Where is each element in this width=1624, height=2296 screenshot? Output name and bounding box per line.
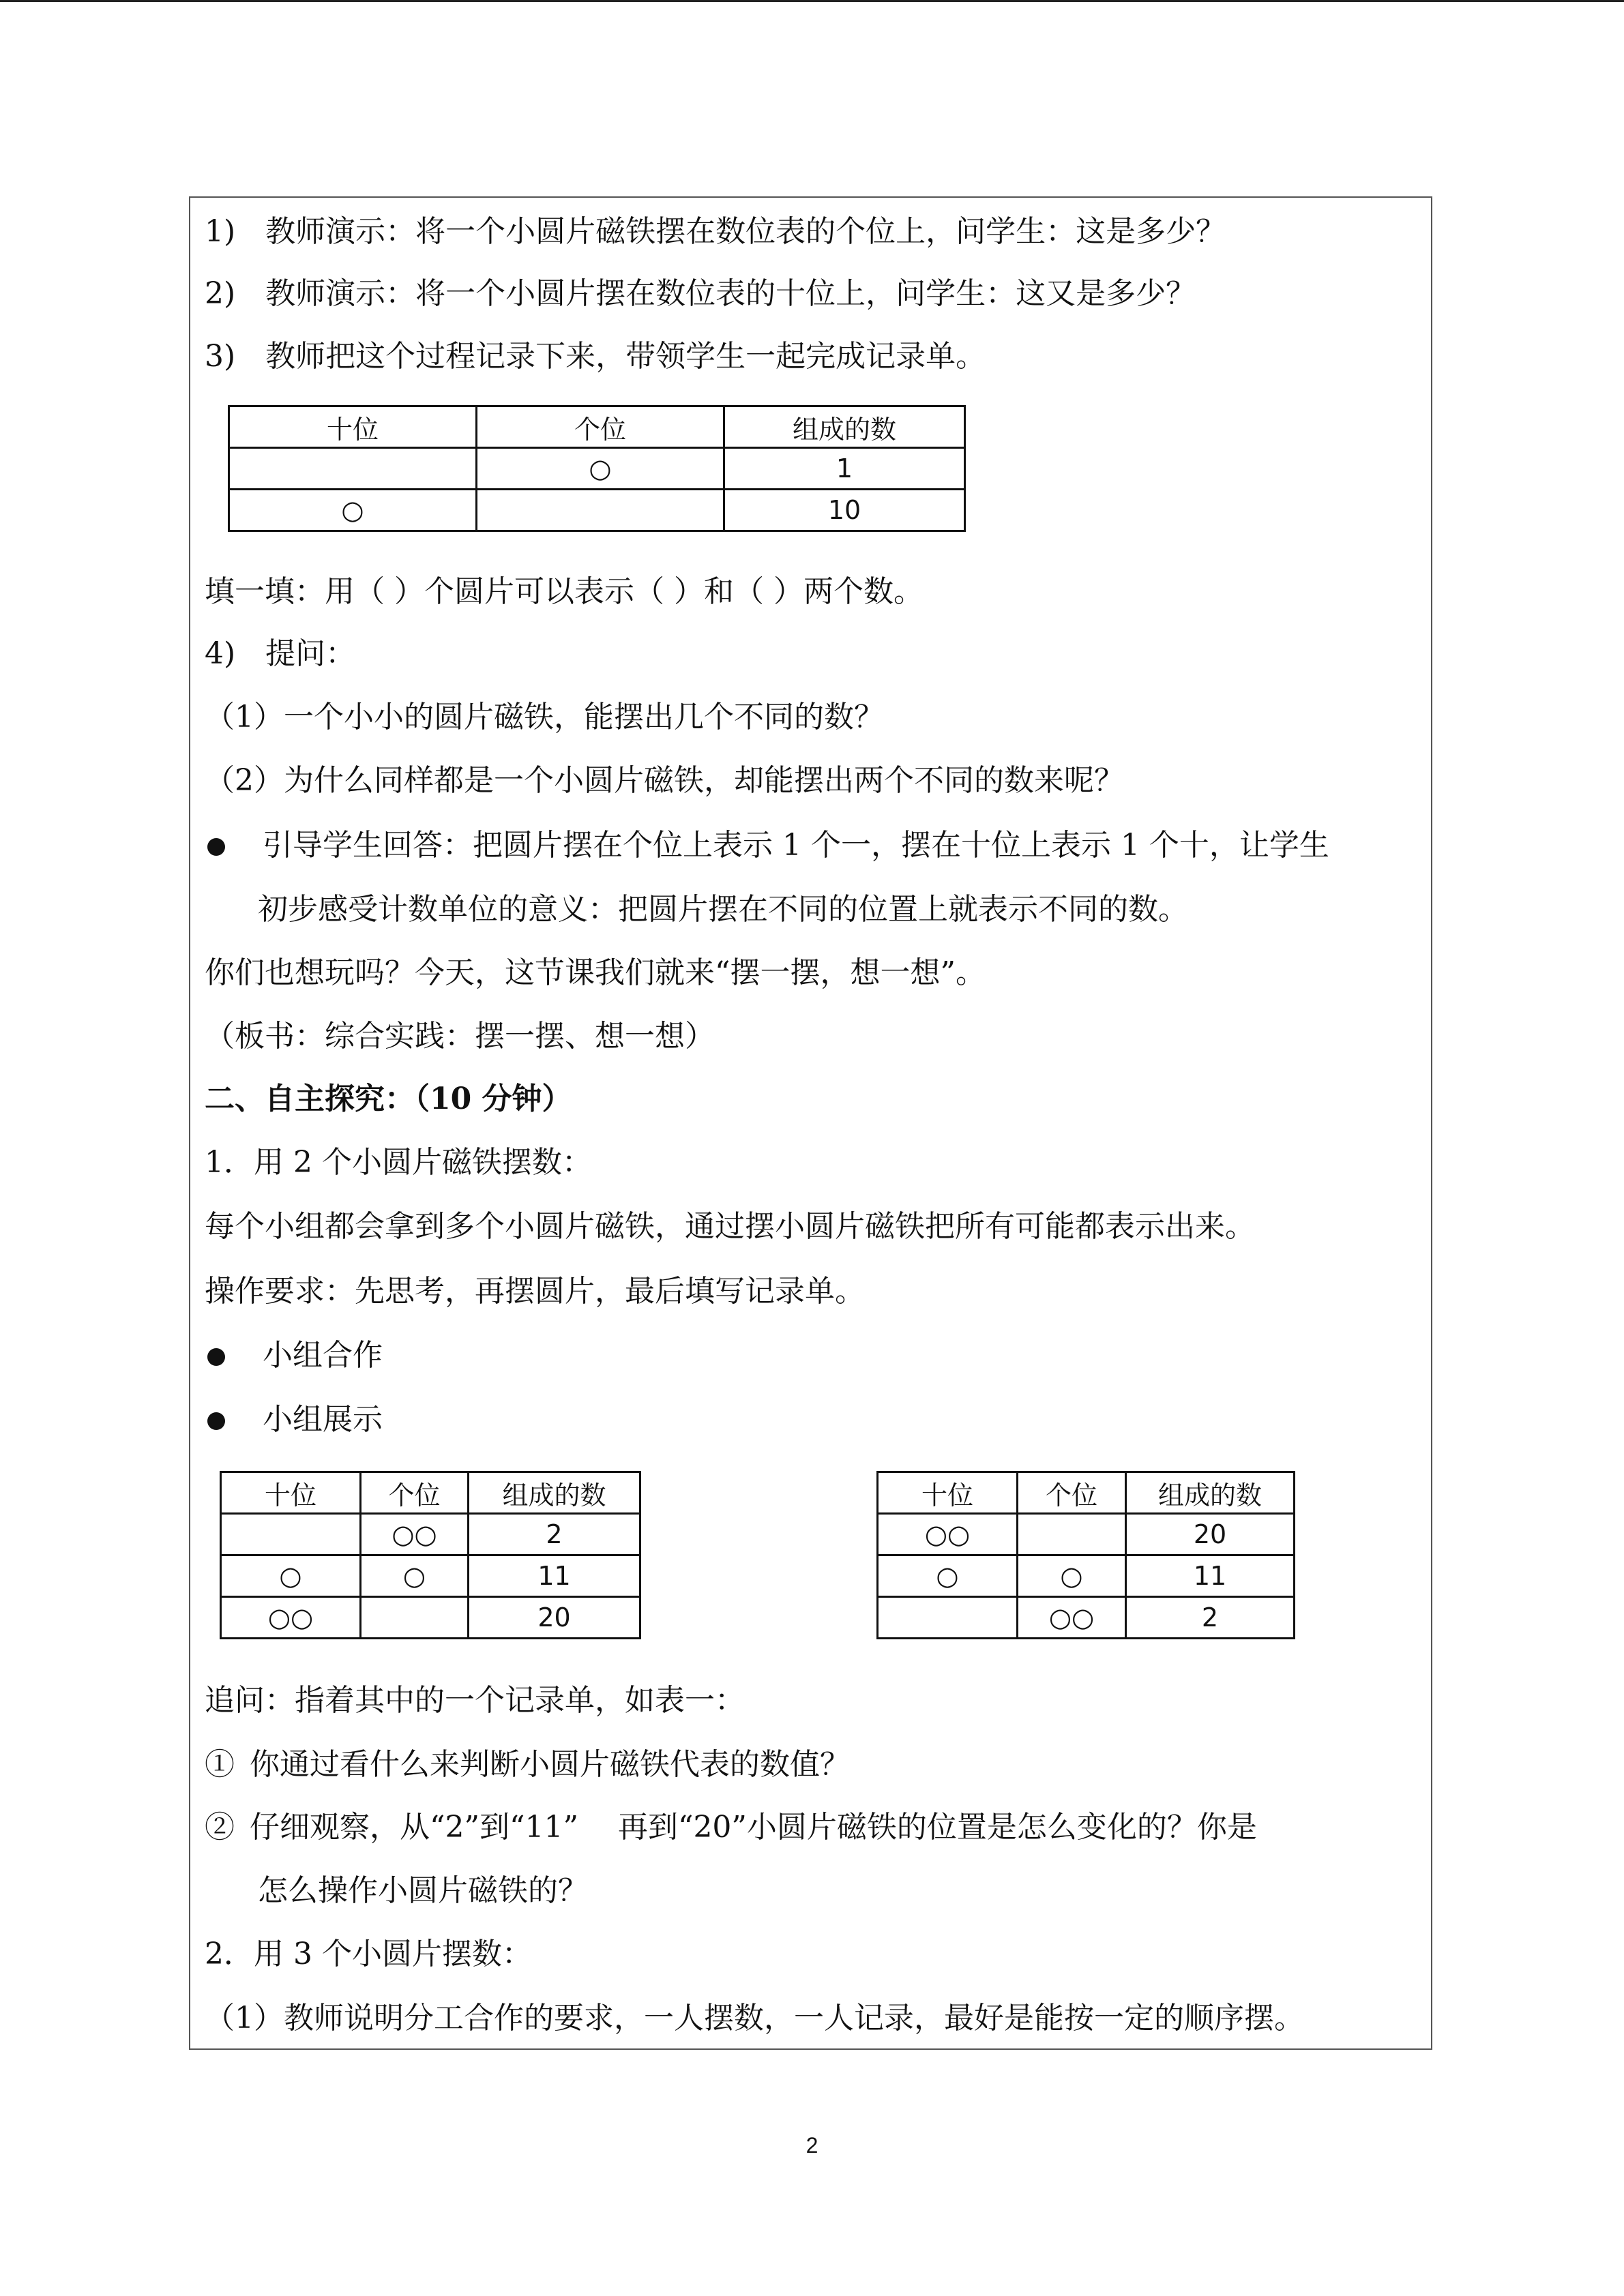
table-row — [221, 1514, 640, 1555]
table-header-row — [229, 406, 965, 448]
table-row — [878, 1514, 1295, 1555]
group-work-text: 小组合作 — [263, 1338, 383, 1373]
table-header-cell: 十位 — [221, 1472, 361, 1514]
question-2-text: （2）为什么同样都是一个小圆片磁铁，却能摆出两个不同的数来呢？ — [205, 763, 1124, 798]
table-cell — [878, 1597, 1018, 1639]
step-4-text: 4) 提问： — [205, 636, 356, 671]
activity-1-requirement: 操作要求：先思考，再摆圆片，最后填写记录单。 — [205, 1274, 865, 1309]
table-header-cell: 组成的数 — [1126, 1472, 1295, 1514]
table-cell: 2 — [1126, 1597, 1295, 1639]
table-cell: ○○ — [221, 1597, 361, 1639]
board-note-text: （板书：综合实践：摆一摆、想一想） — [205, 1019, 715, 1054]
activity-1-desc: 每个小组都会拿到多个小圆片磁铁，通过摆小圆片磁铁把所有可能都表示出来。 — [205, 1209, 1255, 1244]
table-cell: ○ — [229, 490, 477, 531]
table-cell: 20 — [1126, 1514, 1295, 1555]
table-cell — [477, 490, 724, 531]
table-cell: ○ — [878, 1555, 1018, 1597]
table-row — [221, 1555, 640, 1597]
table-cell: 11 — [1126, 1555, 1295, 1597]
table-cell: ○ — [1018, 1555, 1126, 1597]
activity-2-desc: （1）教师说明分工合作的要求，一人摆数，一人记录，最好是能按一定的顺序摆。 — [205, 2001, 1304, 2036]
follow-up-question-2b: 怎么操作小圆片磁铁的？ — [258, 1873, 588, 1908]
table-header-cell: 个位 — [1018, 1472, 1126, 1514]
table-header-cell: 组成的数 — [469, 1472, 640, 1514]
table-cell: ○ — [361, 1555, 469, 1597]
table-cell — [361, 1597, 469, 1639]
table-cell: 10 — [724, 490, 965, 531]
question-1-text: （1）一个小小的圆片磁铁，能摆出几个不同的数？ — [205, 700, 884, 734]
bullet-icon — [207, 1348, 225, 1366]
table-cell: ○○ — [361, 1514, 469, 1555]
intro-question-text: 你们也想玩吗？今天，这节课我们就来“摆一摆，想一想”。 — [205, 955, 986, 990]
table-header-row — [221, 1472, 640, 1514]
page-top-border — [0, 0, 1624, 2]
table-row — [221, 1597, 640, 1639]
follow-up-text: 追问：指着其中的一个记录单，如表一： — [205, 1683, 745, 1718]
bullet-icon — [207, 1412, 225, 1430]
guide-text-1: 引导学生回答：把圆片摆在个位上表示 1 个一，摆在十位上表示 1 个十，让学生 — [263, 828, 1329, 863]
follow-up-question-2a: ② 仔细观察，从“2”到“11” 再到“20”小圆片磁铁的位置是怎么变化的？你是 — [205, 1810, 1257, 1845]
table-cell: 20 — [469, 1597, 640, 1639]
table-cell: 2 — [469, 1514, 640, 1555]
guide-text-2: 初步感受计数单位的意义：把圆片摆在不同的位置上就表示不同的数。 — [258, 892, 1188, 927]
table-header-cell: 十位 — [229, 406, 477, 448]
step-2-text: 2) 教师演示：将一个小圆片摆在数位表的十位上，问学生：这又是多少？ — [205, 276, 1196, 311]
follow-up-question-1: ① 你通过看什么来判断小圆片磁铁代表的数值？ — [205, 1747, 850, 1782]
activity-1-title: 1．用 2 个小圆片磁铁摆数： — [205, 1145, 592, 1180]
table-header-cell: 组成的数 — [724, 406, 965, 448]
section-2-heading: 二、自主探究：（10 分钟） — [205, 1082, 572, 1116]
bullet-icon — [207, 838, 225, 856]
table-header-cell: 个位 — [361, 1472, 469, 1514]
group-show-text: 小组展示 — [263, 1402, 383, 1437]
table-cell: 11 — [469, 1555, 640, 1597]
table-row — [229, 448, 965, 490]
table-header-row — [878, 1472, 1295, 1514]
table-cell — [229, 448, 477, 490]
record-table-2 — [220, 1471, 641, 1639]
table-cell — [1018, 1514, 1126, 1555]
step-3-text: 3) 教师把这个过程记录下来，带领学生一起完成记录单。 — [205, 339, 986, 374]
table-cell: 1 — [724, 448, 965, 490]
table-cell: ○○ — [878, 1514, 1018, 1555]
table-row — [878, 1597, 1295, 1639]
page-number: 2 — [806, 2133, 818, 2158]
table-cell: ○ — [221, 1555, 361, 1597]
table-header-cell: 十位 — [878, 1472, 1018, 1514]
table-row — [878, 1555, 1295, 1597]
activity-2-title: 2．用 3 个小圆片摆数： — [205, 1937, 532, 1971]
table-row — [229, 490, 965, 531]
record-table-3 — [876, 1471, 1295, 1639]
table-cell: ○○ — [1018, 1597, 1126, 1639]
table-header-cell: 个位 — [477, 406, 724, 448]
table-cell: ○ — [477, 448, 724, 490]
record-table-1 — [228, 405, 966, 532]
fill-in-text: 填一填：用（ ）个圆片可以表示（ ）和（ ）两个数。 — [205, 574, 924, 609]
table-cell — [221, 1514, 361, 1555]
step-1-text: 1) 教师演示：将一个小圆片磁铁摆在数位表的个位上，问学生：这是多少？ — [205, 214, 1226, 249]
